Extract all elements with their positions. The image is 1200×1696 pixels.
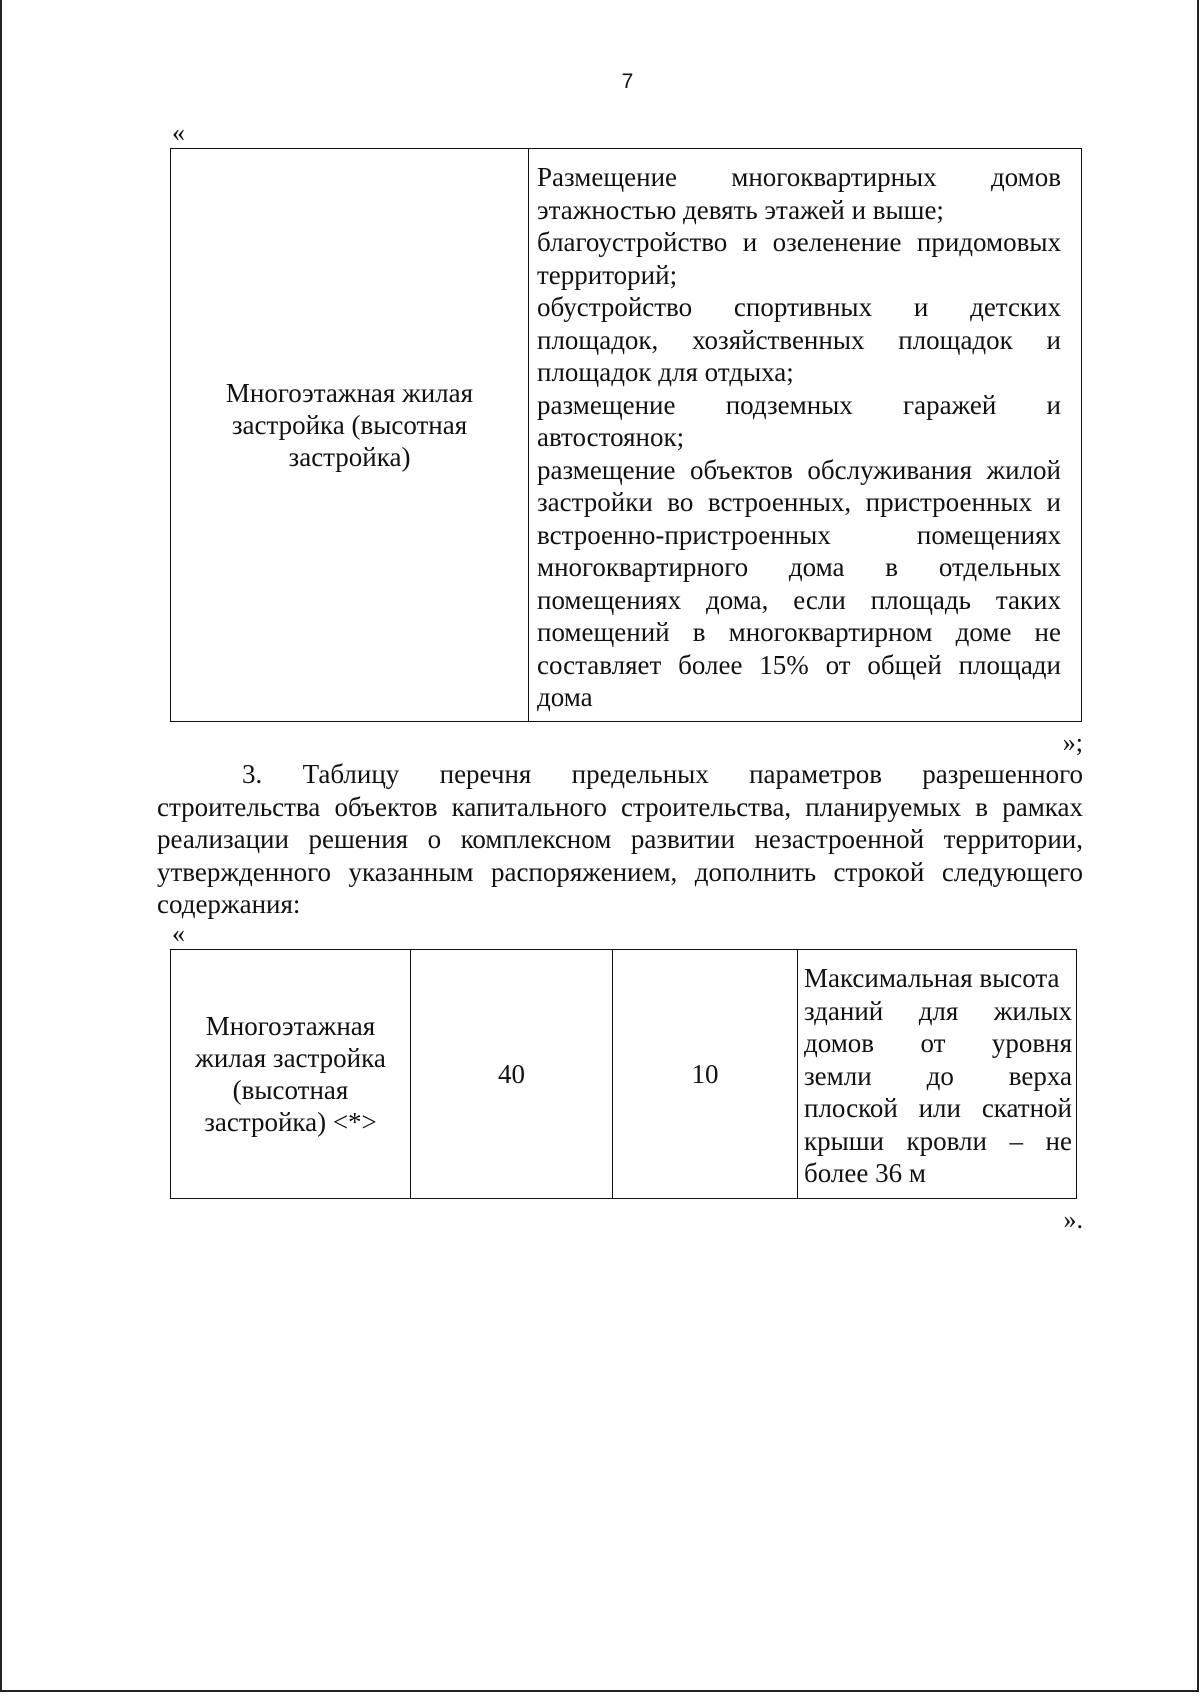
land-use-table [170,148,1082,722]
description-line: этажностью девять этажей и выше; [537,194,944,225]
closing-quote-1: »; [1062,728,1083,757]
paragraph-line: строительства объектов капитального строительства, планируемых в рамках [157,791,1083,822]
opening-quote-2: « [172,919,185,948]
paragraph-line: содержания: [157,889,301,919]
amendment-paragraph [157,758,1083,921]
page-number: 7 [621,70,634,93]
description-line: благоустройство и озеленение придомовых [537,227,1061,257]
description-line: дома [537,682,593,712]
description-line: Размещение многоквартирных домов [537,162,1061,192]
note-line: крыши кровли – не [804,1125,1072,1156]
note-line: земли до верха [804,1060,1072,1091]
description-line: размещение подземных гаражей и [537,389,1061,420]
description-line: размещение объектов обслуживания жилой [537,454,1061,485]
description-line: обустройство спортивных и детских [537,292,1061,322]
note-line: плоской или скатной [804,1093,1072,1123]
description-line: автостоянок; [537,422,685,452]
description-line: помещениях дома, если площадь таких [537,584,1061,615]
description-line: многоквартирного дома в отдельных [537,552,1061,582]
note-line: домов от уровня [804,1028,1072,1058]
note-line: более 36 м [804,1158,926,1188]
paragraph-line: реализации решения о комплексном развитии незастроенной территории, [157,824,1083,854]
paragraph-line: 3. Таблицу перечня предельных параметров разрешенного [242,759,1083,789]
land-use-name-cell: Многоэтажная жилая застройка (высотная застройка) [171,149,529,721]
description-line: территорий; [537,259,678,290]
description-line: застройки во встроенных, пристроенных и [537,487,1061,517]
parameters-value-cell-2: 10 [613,950,798,1198]
note-line: зданий для жилых [804,995,1072,1026]
description-line: помещений в многоквартирном доме не [537,617,1061,647]
parameters-value-cell-1: 40 [411,950,613,1198]
note-line: Максимальная высота [804,963,1060,993]
opening-quote-1: « [172,118,185,147]
parameters-table [170,949,1077,1199]
description-line: площадок для отдыха; [537,357,794,387]
land-use-description-cell [529,149,1081,721]
parameters-note-cell [798,950,1076,1198]
description-line: площадок, хозяйственных площадок и [537,324,1061,355]
parameters-name-cell: Многоэтажная жилая застройка (высотная застройка) <*> [171,950,411,1198]
paragraph-line: утвержденного указанным распоряжением, дополнить строкой следующего [157,856,1083,887]
closing-quote-2: ». [1063,1205,1083,1234]
description-line: составляет более 15% от общей площади [537,649,1061,680]
description-line: встроенно-пристроенных помещениях [537,519,1061,550]
